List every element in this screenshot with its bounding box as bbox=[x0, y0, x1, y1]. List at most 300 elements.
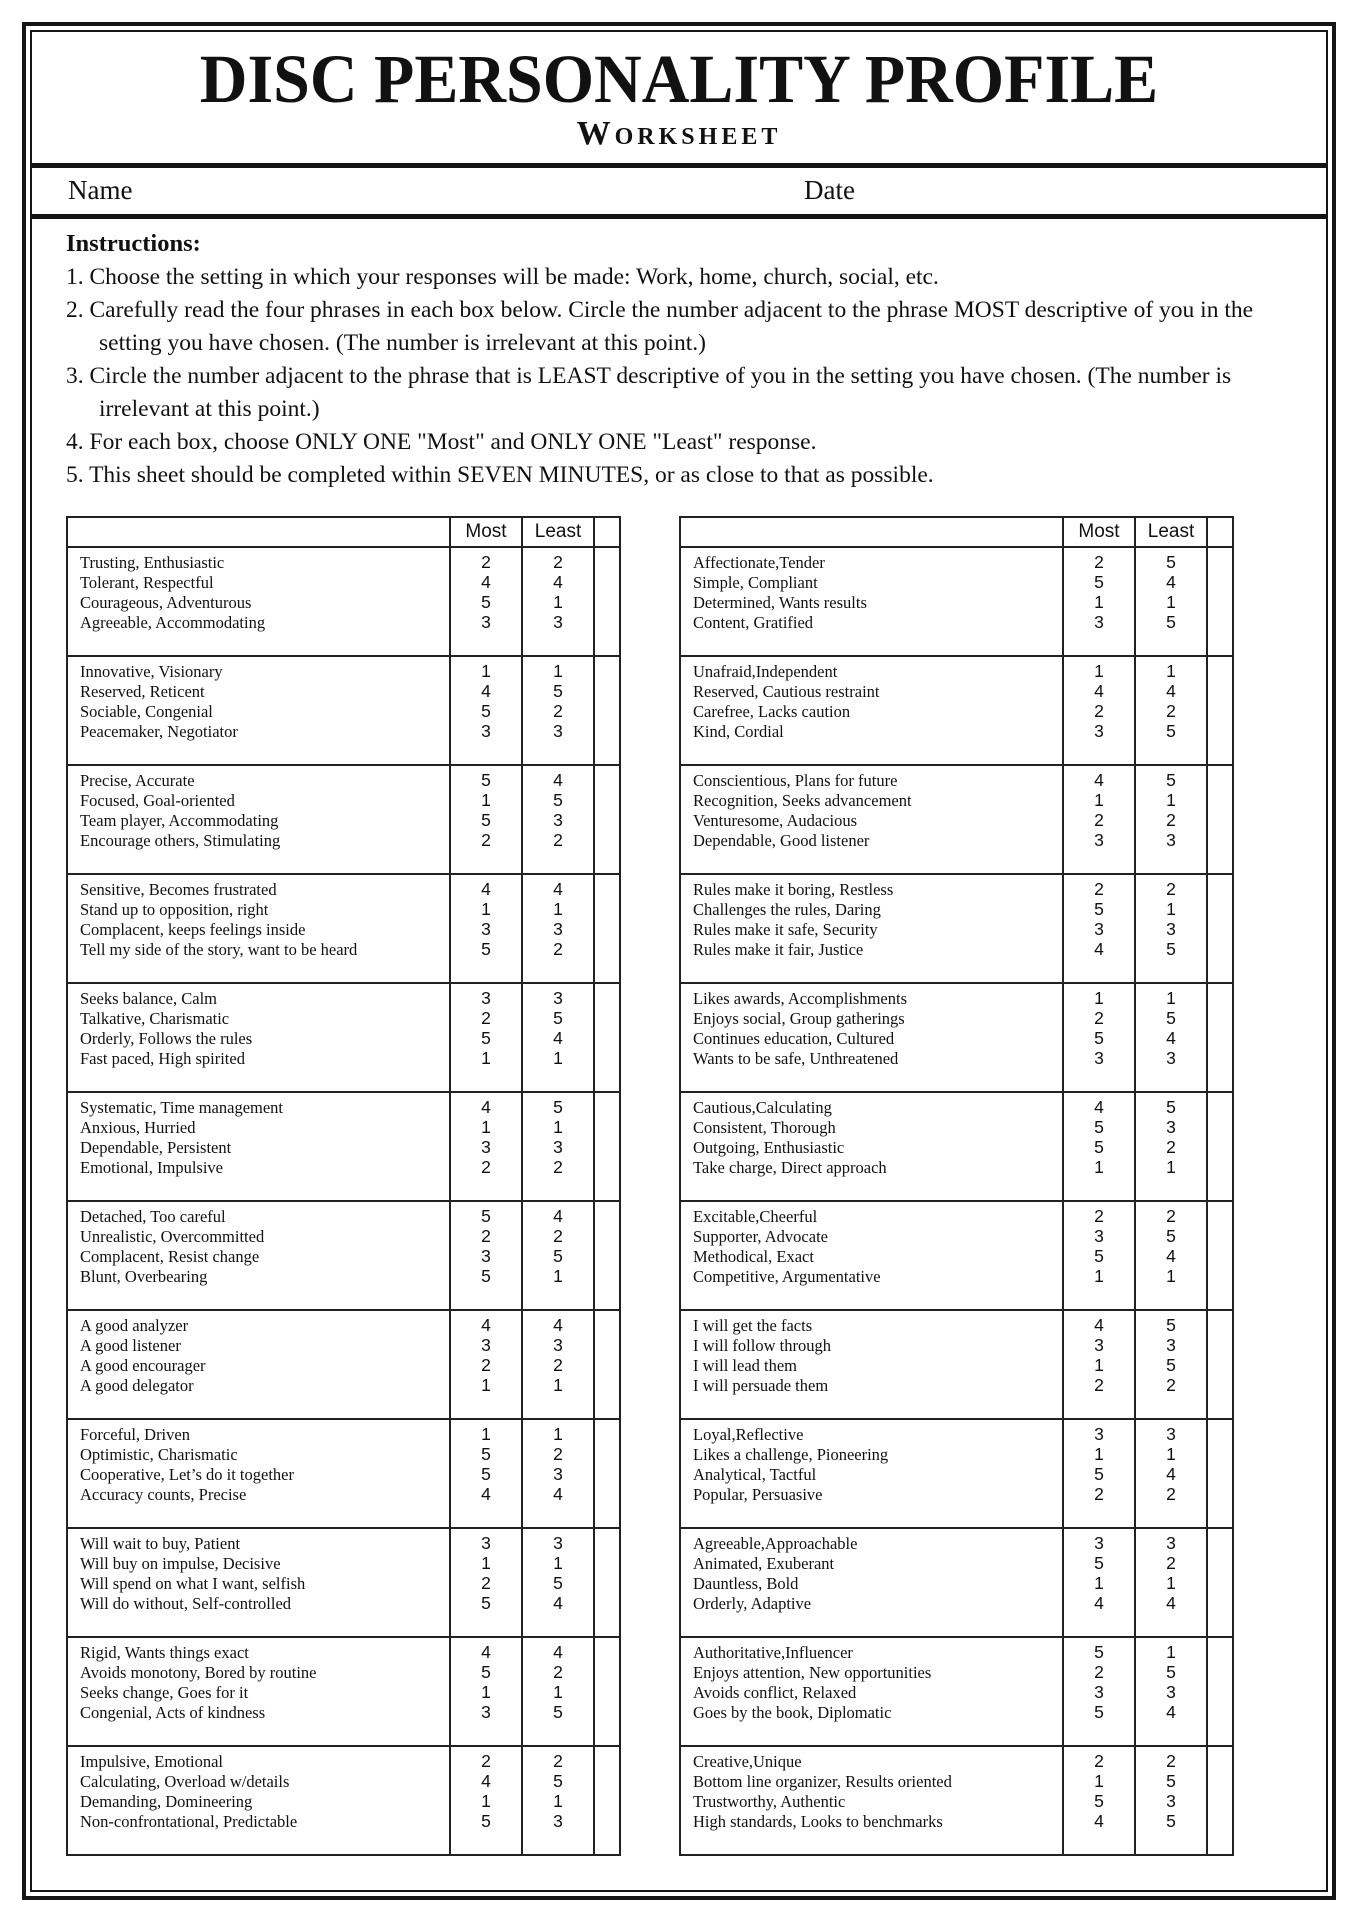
phrase: Orderly, Adaptive bbox=[693, 1593, 812, 1613]
least-value[interactable]: 5 bbox=[553, 1572, 563, 1593]
phrase: Loyal,Reflective bbox=[693, 1425, 804, 1445]
most-value[interactable]: 5 bbox=[1094, 572, 1104, 593]
most-column bbox=[1063, 1419, 1135, 1528]
most-value[interactable]: 3 bbox=[1094, 1681, 1104, 1702]
most-value[interactable]: 4 bbox=[481, 1642, 491, 1663]
phrase: Carefree, Lacks caution bbox=[693, 701, 851, 721]
most-value[interactable]: 5 bbox=[481, 1810, 491, 1831]
least-value[interactable]: 3 bbox=[553, 1463, 563, 1484]
most-column bbox=[1063, 1746, 1135, 1855]
most-value[interactable]: 5 bbox=[1094, 1642, 1104, 1663]
least-value[interactable]: 2 bbox=[553, 1156, 563, 1177]
phrase: Avoids monotony, Bored by routine bbox=[80, 1663, 317, 1683]
least-value[interactable]: 3 bbox=[553, 809, 563, 830]
least-value[interactable]: 4 bbox=[1166, 1245, 1176, 1266]
least-value[interactable]: 5 bbox=[1166, 1662, 1176, 1683]
phrase: Non-confrontational, Predictable bbox=[80, 1811, 298, 1831]
least-value[interactable]: 4 bbox=[553, 1592, 563, 1613]
most-value[interactable]: 4 bbox=[1094, 770, 1104, 791]
most-value[interactable]: 5 bbox=[1094, 1790, 1104, 1811]
phrase: Agreeable,Approachable bbox=[693, 1534, 858, 1554]
least-value[interactable]: 5 bbox=[1166, 1810, 1176, 1831]
least-value[interactable]: 5 bbox=[1166, 1226, 1176, 1247]
box-row bbox=[67, 656, 620, 765]
spacer-cell bbox=[1207, 1637, 1233, 1746]
phrase: Encourage others, Stimulating bbox=[80, 830, 281, 850]
phrase: A good analyzer bbox=[80, 1316, 189, 1336]
least-value[interactable]: 3 bbox=[553, 918, 563, 939]
least-value[interactable]: 1 bbox=[1166, 1642, 1176, 1663]
least-value[interactable]: 1 bbox=[553, 1681, 563, 1702]
least-value[interactable]: 5 bbox=[1166, 1771, 1176, 1792]
most-value[interactable]: 2 bbox=[481, 1354, 491, 1375]
date-field[interactable] bbox=[872, 168, 1306, 214]
instruction-item: 4. For each box, choose ONLY ONE "Most" and ONLY ONE "Least" response. bbox=[66, 429, 817, 456]
phrase: Dauntless, Bold bbox=[693, 1573, 799, 1593]
most-value[interactable]: 1 bbox=[481, 1790, 491, 1811]
least-value[interactable]: 2 bbox=[1166, 809, 1176, 830]
phrase-list bbox=[680, 1746, 1063, 1855]
least-value[interactable]: 2 bbox=[1166, 1374, 1176, 1395]
least-value[interactable]: 5 bbox=[1166, 1097, 1176, 1118]
phrase: A good delegator bbox=[80, 1375, 194, 1395]
instructions-section bbox=[32, 219, 1326, 492]
most-value[interactable]: 1 bbox=[1094, 988, 1104, 1009]
phrase: High standards, Looks to benchmarks bbox=[693, 1811, 943, 1831]
box-row bbox=[680, 1419, 1233, 1528]
least-column bbox=[1135, 874, 1207, 983]
most-value[interactable]: 4 bbox=[481, 572, 491, 593]
least-value[interactable]: 1 bbox=[553, 591, 563, 612]
most-value[interactable]: 3 bbox=[1094, 1047, 1104, 1068]
most-value[interactable]: 3 bbox=[1094, 1226, 1104, 1247]
least-value[interactable]: 4 bbox=[553, 1483, 563, 1504]
most-value[interactable]: 1 bbox=[1094, 1354, 1104, 1375]
least-value[interactable]: 4 bbox=[553, 1642, 563, 1663]
phrase: Content, Gratified bbox=[693, 612, 814, 632]
most-value[interactable]: 4 bbox=[1094, 1315, 1104, 1336]
header-end-cell bbox=[594, 517, 620, 547]
date-label: Date bbox=[804, 175, 855, 206]
phrase-list bbox=[67, 1310, 450, 1419]
most-value[interactable]: 2 bbox=[481, 1008, 491, 1029]
least-value[interactable]: 4 bbox=[553, 1027, 563, 1048]
phrase: Complacent, keeps feelings inside bbox=[80, 919, 306, 939]
phrase: Congenial, Acts of kindness bbox=[80, 1702, 266, 1722]
phrase-list bbox=[67, 1419, 450, 1528]
least-value[interactable]: 2 bbox=[1166, 1206, 1176, 1227]
phrase: Will do without, Self-controlled bbox=[80, 1593, 292, 1613]
least-value[interactable]: 2 bbox=[553, 1662, 563, 1683]
most-value[interactable]: 2 bbox=[1094, 552, 1104, 573]
most-column bbox=[450, 1528, 522, 1637]
least-column bbox=[522, 1528, 594, 1637]
most-value[interactable]: 3 bbox=[481, 918, 491, 939]
least-value[interactable]: 2 bbox=[1166, 879, 1176, 900]
disc-table-right bbox=[679, 516, 1234, 1856]
least-value[interactable]: 4 bbox=[1166, 1701, 1176, 1722]
least-value[interactable]: 5 bbox=[1166, 1354, 1176, 1375]
least-value[interactable]: 5 bbox=[1166, 938, 1176, 959]
most-value[interactable]: 3 bbox=[481, 611, 491, 632]
least-header: Least bbox=[522, 517, 594, 547]
box-row bbox=[680, 983, 1233, 1092]
least-value[interactable]: 4 bbox=[1166, 1463, 1176, 1484]
most-value[interactable]: 5 bbox=[481, 938, 491, 959]
least-value[interactable]: 3 bbox=[1166, 918, 1176, 939]
disc-table-area bbox=[66, 516, 1234, 1856]
most-value[interactable]: 2 bbox=[1094, 1662, 1104, 1683]
phrase: Avoids conflict, Relaxed bbox=[693, 1682, 857, 1702]
least-value[interactable]: 1 bbox=[553, 1374, 563, 1395]
most-value[interactable]: 2 bbox=[481, 1572, 491, 1593]
most-value[interactable]: 5 bbox=[481, 591, 491, 612]
least-column bbox=[1135, 656, 1207, 765]
most-value[interactable]: 5 bbox=[481, 1444, 491, 1465]
least-column bbox=[1135, 1746, 1207, 1855]
most-value[interactable]: 1 bbox=[1094, 790, 1104, 811]
least-value[interactable]: 5 bbox=[1166, 770, 1176, 791]
least-value[interactable]: 5 bbox=[553, 790, 563, 811]
least-value[interactable]: 3 bbox=[1166, 1424, 1176, 1445]
least-value[interactable]: 1 bbox=[553, 1790, 563, 1811]
most-value[interactable]: 5 bbox=[1094, 1117, 1104, 1138]
least-value[interactable]: 3 bbox=[1166, 1533, 1176, 1554]
phrase: Cooperative, Let’s do it together bbox=[80, 1464, 294, 1484]
least-header: Least bbox=[1135, 517, 1207, 547]
most-value[interactable]: 2 bbox=[481, 1156, 491, 1177]
box-row bbox=[680, 874, 1233, 983]
most-column bbox=[450, 1419, 522, 1528]
phrase: Authoritative,Influencer bbox=[693, 1643, 853, 1663]
least-value[interactable]: 2 bbox=[553, 829, 563, 850]
least-value[interactable]: 2 bbox=[553, 938, 563, 959]
page-border bbox=[22, 22, 1336, 1900]
most-value[interactable]: 4 bbox=[481, 1315, 491, 1336]
phrase: Courageous, Adventurous bbox=[80, 592, 252, 612]
phrase-list bbox=[67, 1201, 450, 1310]
least-value[interactable]: 4 bbox=[553, 879, 563, 900]
box-row bbox=[67, 1637, 620, 1746]
most-value[interactable]: 4 bbox=[481, 879, 491, 900]
most-value[interactable]: 4 bbox=[1094, 1592, 1104, 1613]
least-value[interactable]: 1 bbox=[1166, 591, 1176, 612]
least-value[interactable]: 3 bbox=[553, 988, 563, 1009]
most-value[interactable]: 4 bbox=[481, 681, 491, 702]
phrase: Animated, Exuberant bbox=[693, 1554, 835, 1574]
phrase: Complacent, Resist change bbox=[80, 1246, 260, 1266]
least-column bbox=[522, 1092, 594, 1201]
phrase: A good encourager bbox=[80, 1355, 206, 1375]
phrase: Reserved, Reticent bbox=[80, 682, 205, 702]
least-value[interactable]: 4 bbox=[1166, 1027, 1176, 1048]
most-value[interactable]: 3 bbox=[1094, 1424, 1104, 1445]
spacer-cell bbox=[594, 983, 620, 1092]
least-value[interactable]: 2 bbox=[553, 700, 563, 721]
most-value[interactable]: 3 bbox=[1094, 611, 1104, 632]
phrase: Conscientious, Plans for future bbox=[693, 771, 898, 791]
least-column bbox=[1135, 1201, 1207, 1310]
least-value[interactable]: 3 bbox=[553, 1810, 563, 1831]
phrase: Rules make it safe, Security bbox=[693, 919, 878, 939]
most-column bbox=[450, 1201, 522, 1310]
phrase: Rules make it fair, Justice bbox=[693, 939, 864, 959]
box-row bbox=[680, 656, 1233, 765]
most-value[interactable]: 2 bbox=[1094, 809, 1104, 830]
least-value[interactable]: 5 bbox=[1166, 611, 1176, 632]
box-row bbox=[67, 1528, 620, 1637]
phrase: Trustworthy, Authentic bbox=[693, 1791, 846, 1811]
least-value[interactable]: 1 bbox=[1166, 790, 1176, 811]
most-column bbox=[1063, 874, 1135, 983]
most-value[interactable]: 5 bbox=[481, 1027, 491, 1048]
most-value[interactable]: 5 bbox=[1094, 899, 1104, 920]
most-value[interactable]: 2 bbox=[1094, 1206, 1104, 1227]
most-column bbox=[450, 983, 522, 1092]
least-value[interactable]: 3 bbox=[1166, 1681, 1176, 1702]
least-value[interactable]: 3 bbox=[553, 611, 563, 632]
least-value[interactable]: 5 bbox=[1166, 1008, 1176, 1029]
most-value[interactable]: 1 bbox=[481, 1374, 491, 1395]
most-value[interactable]: 3 bbox=[1094, 1335, 1104, 1356]
least-value[interactable]: 1 bbox=[1166, 1265, 1176, 1286]
most-value[interactable]: 3 bbox=[1094, 720, 1104, 741]
most-value[interactable]: 1 bbox=[481, 661, 491, 682]
phrase: Seeks balance, Calm bbox=[80, 989, 217, 1009]
most-value[interactable]: 3 bbox=[481, 988, 491, 1009]
phrase: Popular, Persuasive bbox=[693, 1484, 823, 1504]
least-column bbox=[1135, 547, 1207, 656]
spacer-cell bbox=[1207, 1419, 1233, 1528]
most-value[interactable]: 4 bbox=[1094, 938, 1104, 959]
least-value[interactable]: 2 bbox=[553, 1751, 563, 1772]
most-value[interactable]: 2 bbox=[1094, 1483, 1104, 1504]
least-value[interactable]: 5 bbox=[553, 681, 563, 702]
most-value[interactable]: 4 bbox=[481, 1771, 491, 1792]
least-value[interactable]: 4 bbox=[1166, 572, 1176, 593]
least-value[interactable]: 3 bbox=[1166, 1117, 1176, 1138]
most-value[interactable]: 5 bbox=[1094, 1136, 1104, 1157]
most-value[interactable]: 3 bbox=[481, 1533, 491, 1554]
least-column bbox=[522, 1201, 594, 1310]
most-value[interactable]: 1 bbox=[481, 1553, 491, 1574]
spacer-cell bbox=[1207, 874, 1233, 983]
phrase-list bbox=[67, 1637, 450, 1746]
least-value[interactable]: 2 bbox=[1166, 1483, 1176, 1504]
least-value[interactable]: 5 bbox=[553, 1701, 563, 1722]
most-column bbox=[1063, 1637, 1135, 1746]
header-blank-cell bbox=[67, 517, 450, 547]
least-value[interactable]: 4 bbox=[553, 1206, 563, 1227]
phrase: Will spend on what I want, selfish bbox=[80, 1573, 306, 1593]
most-header: Most bbox=[1063, 517, 1135, 547]
least-value[interactable]: 5 bbox=[553, 1097, 563, 1118]
most-value[interactable]: 1 bbox=[481, 790, 491, 811]
least-value[interactable]: 2 bbox=[1166, 1136, 1176, 1157]
least-value[interactable]: 5 bbox=[1166, 1315, 1176, 1336]
most-value[interactable]: 2 bbox=[481, 829, 491, 850]
most-value[interactable]: 5 bbox=[1094, 1701, 1104, 1722]
most-column bbox=[450, 547, 522, 656]
least-value[interactable]: 1 bbox=[553, 1047, 563, 1068]
least-column bbox=[522, 983, 594, 1092]
least-value[interactable]: 4 bbox=[1166, 681, 1176, 702]
least-value[interactable]: 5 bbox=[1166, 552, 1176, 573]
phrase: Venturesome, Audacious bbox=[693, 810, 858, 830]
most-value[interactable]: 2 bbox=[1094, 1751, 1104, 1772]
least-value[interactable]: 1 bbox=[1166, 899, 1176, 920]
least-value[interactable]: 1 bbox=[553, 1265, 563, 1286]
least-value[interactable]: 4 bbox=[553, 770, 563, 791]
least-column bbox=[522, 547, 594, 656]
most-value[interactable]: 5 bbox=[1094, 1553, 1104, 1574]
most-value[interactable]: 5 bbox=[481, 1662, 491, 1683]
most-value[interactable]: 1 bbox=[481, 1117, 491, 1138]
most-value[interactable]: 5 bbox=[481, 1206, 491, 1227]
most-value[interactable]: 1 bbox=[1094, 1265, 1104, 1286]
least-value[interactable]: 1 bbox=[1166, 1572, 1176, 1593]
most-value[interactable]: 2 bbox=[481, 552, 491, 573]
phrase: Trusting, Enthusiastic bbox=[80, 553, 225, 573]
least-value[interactable]: 3 bbox=[1166, 1790, 1176, 1811]
most-value[interactable]: 5 bbox=[481, 809, 491, 830]
phrase: Take charge, Direct approach bbox=[693, 1157, 887, 1177]
phrase: Talkative, Charismatic bbox=[80, 1009, 230, 1029]
box-row bbox=[67, 1419, 620, 1528]
most-value[interactable]: 1 bbox=[1094, 1771, 1104, 1792]
spacer-cell bbox=[594, 1637, 620, 1746]
most-value[interactable]: 2 bbox=[1094, 1008, 1104, 1029]
least-value[interactable]: 5 bbox=[553, 1008, 563, 1029]
instructions-heading: Instructions: bbox=[66, 230, 201, 258]
name-field[interactable] bbox=[152, 168, 772, 214]
least-value[interactable]: 2 bbox=[553, 552, 563, 573]
most-value[interactable]: 4 bbox=[1094, 1097, 1104, 1118]
most-value[interactable]: 5 bbox=[1094, 1027, 1104, 1048]
most-value[interactable]: 1 bbox=[1094, 591, 1104, 612]
least-value[interactable]: 3 bbox=[553, 1335, 563, 1356]
most-value[interactable]: 5 bbox=[481, 1592, 491, 1613]
most-value[interactable]: 2 bbox=[1094, 700, 1104, 721]
least-value[interactable]: 1 bbox=[1166, 661, 1176, 682]
spacer-cell bbox=[1207, 1746, 1233, 1855]
spacer-cell bbox=[594, 1746, 620, 1855]
most-value[interactable]: 4 bbox=[481, 1483, 491, 1504]
most-value[interactable]: 3 bbox=[481, 1245, 491, 1266]
least-column bbox=[522, 874, 594, 983]
most-value[interactable]: 2 bbox=[1094, 879, 1104, 900]
most-value[interactable]: 1 bbox=[1094, 1156, 1104, 1177]
most-value[interactable]: 1 bbox=[1094, 1572, 1104, 1593]
phrase: Dependable, Good listener bbox=[693, 830, 870, 850]
least-value[interactable]: 3 bbox=[553, 1136, 563, 1157]
phrase-list bbox=[67, 1528, 450, 1637]
most-value[interactable]: 2 bbox=[481, 1226, 491, 1247]
least-value[interactable]: 1 bbox=[553, 1424, 563, 1445]
phrase: Unafraid,Independent bbox=[693, 662, 838, 682]
most-value[interactable]: 3 bbox=[481, 1335, 491, 1356]
most-value[interactable]: 4 bbox=[1094, 681, 1104, 702]
most-value[interactable]: 5 bbox=[1094, 1245, 1104, 1266]
most-value[interactable]: 5 bbox=[481, 770, 491, 791]
least-value[interactable]: 1 bbox=[553, 1117, 563, 1138]
box-row bbox=[67, 547, 620, 656]
least-value[interactable]: 4 bbox=[553, 572, 563, 593]
least-value[interactable]: 2 bbox=[553, 1354, 563, 1375]
most-value[interactable]: 2 bbox=[1094, 1374, 1104, 1395]
least-value[interactable]: 2 bbox=[1166, 1751, 1176, 1772]
least-column bbox=[522, 1637, 594, 1746]
phrase: Fast paced, High spirited bbox=[80, 1048, 245, 1068]
least-value[interactable]: 2 bbox=[553, 1226, 563, 1247]
most-value[interactable]: 3 bbox=[481, 1701, 491, 1722]
most-value[interactable]: 2 bbox=[481, 1751, 491, 1772]
most-value[interactable]: 1 bbox=[481, 1681, 491, 1702]
most-value[interactable]: 3 bbox=[1094, 829, 1104, 850]
least-value[interactable]: 3 bbox=[553, 1533, 563, 1554]
least-value[interactable]: 4 bbox=[1166, 1592, 1176, 1613]
phrase: Detached, Too careful bbox=[80, 1207, 226, 1227]
most-value[interactable]: 5 bbox=[1094, 1463, 1104, 1484]
most-value[interactable]: 1 bbox=[481, 899, 491, 920]
phrase: Systematic, Time management bbox=[80, 1098, 284, 1118]
least-value[interactable]: 5 bbox=[1166, 720, 1176, 741]
spacer-cell bbox=[594, 1310, 620, 1419]
phrase: Unrealistic, Overcommitted bbox=[80, 1227, 265, 1247]
most-value[interactable]: 3 bbox=[481, 720, 491, 741]
least-value[interactable]: 1 bbox=[553, 1553, 563, 1574]
most-value[interactable]: 1 bbox=[481, 1047, 491, 1068]
least-value[interactable]: 3 bbox=[553, 720, 563, 741]
least-value[interactable]: 1 bbox=[1166, 1444, 1176, 1465]
least-value[interactable]: 3 bbox=[1166, 829, 1176, 850]
most-value[interactable]: 3 bbox=[481, 1136, 491, 1157]
box-row bbox=[680, 1092, 1233, 1201]
most-value[interactable]: 1 bbox=[1094, 1444, 1104, 1465]
phrase: Tell my side of the story, want to be heard bbox=[80, 939, 358, 959]
least-value[interactable]: 5 bbox=[553, 1771, 563, 1792]
most-value[interactable]: 3 bbox=[1094, 918, 1104, 939]
least-value[interactable]: 1 bbox=[553, 899, 563, 920]
least-value[interactable]: 5 bbox=[553, 1245, 563, 1266]
most-value[interactable]: 4 bbox=[481, 1097, 491, 1118]
most-value[interactable]: 4 bbox=[1094, 1810, 1104, 1831]
spacer-cell bbox=[594, 547, 620, 656]
least-value[interactable]: 2 bbox=[1166, 1553, 1176, 1574]
most-value[interactable]: 5 bbox=[481, 1265, 491, 1286]
least-value[interactable]: 2 bbox=[1166, 700, 1176, 721]
spacer-cell bbox=[594, 1092, 620, 1201]
least-value[interactable]: 4 bbox=[553, 1315, 563, 1336]
least-value[interactable]: 1 bbox=[1166, 1156, 1176, 1177]
spacer-cell bbox=[594, 656, 620, 765]
least-value[interactable]: 1 bbox=[1166, 988, 1176, 1009]
most-value[interactable]: 3 bbox=[1094, 1533, 1104, 1554]
phrase: Outgoing, Enthusiastic bbox=[693, 1137, 845, 1157]
spacer-cell bbox=[1207, 1310, 1233, 1419]
most-value[interactable]: 1 bbox=[1094, 661, 1104, 682]
phrase-list bbox=[680, 1310, 1063, 1419]
least-value[interactable]: 3 bbox=[1166, 1047, 1176, 1068]
most-value[interactable]: 1 bbox=[481, 1424, 491, 1445]
least-value[interactable]: 3 bbox=[1166, 1335, 1176, 1356]
name-date-row bbox=[32, 168, 1326, 219]
least-column bbox=[1135, 1637, 1207, 1746]
most-value[interactable]: 5 bbox=[481, 700, 491, 721]
least-value[interactable]: 1 bbox=[553, 661, 563, 682]
least-value[interactable]: 2 bbox=[553, 1444, 563, 1465]
most-value[interactable]: 5 bbox=[481, 1463, 491, 1484]
